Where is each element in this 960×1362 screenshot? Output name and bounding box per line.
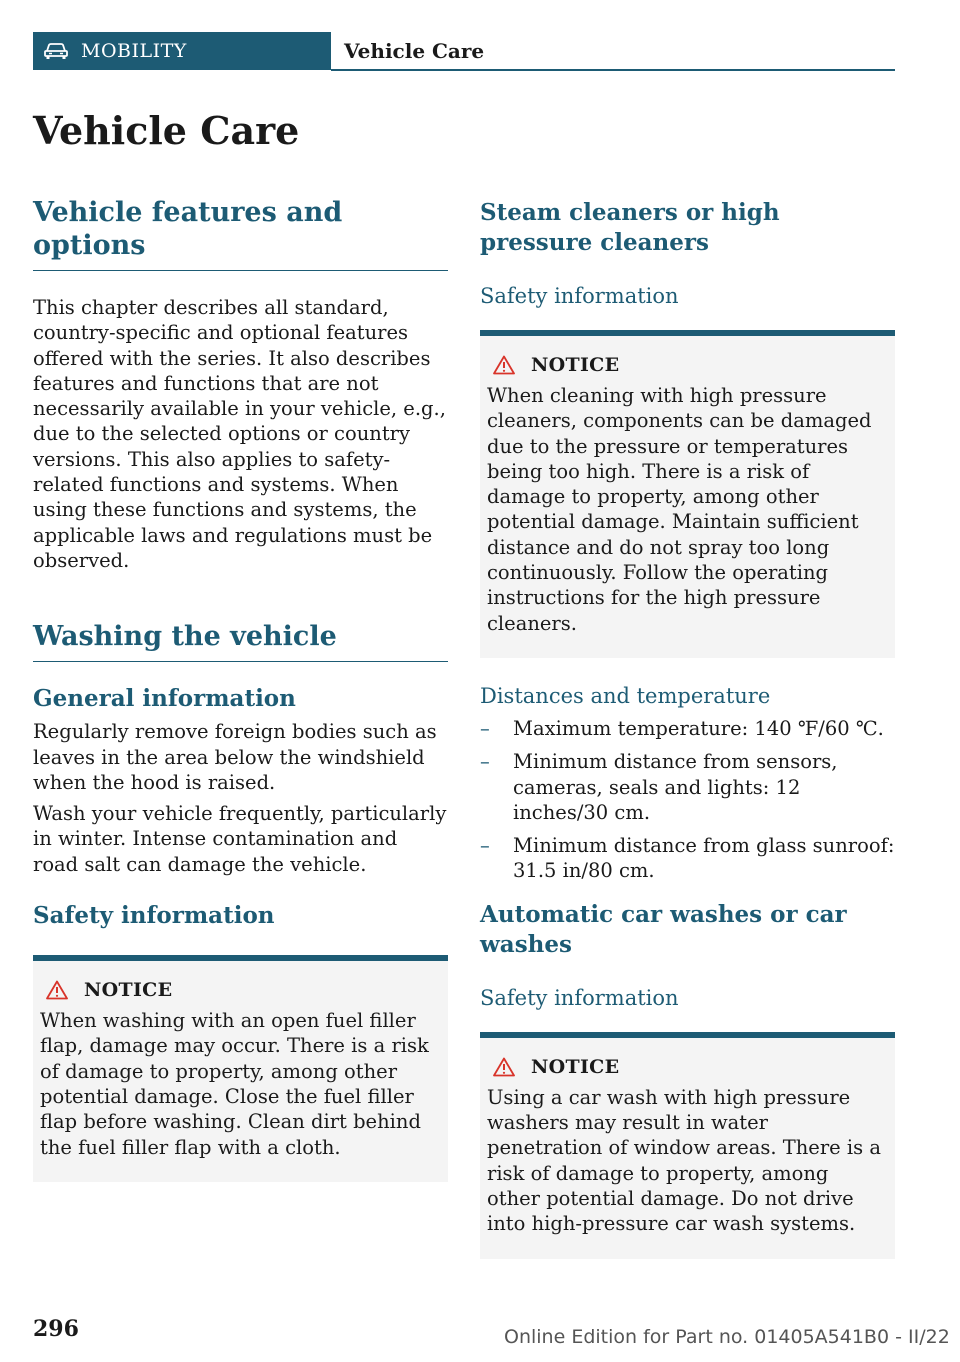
list-item: – Maximum temperature: 140 ℉/60 ℃. (480, 716, 895, 741)
left-column (33, 196, 448, 1182)
general-paragraph-2: Wash your vehicle frequently, particularly in winter. Intense contamination and road salt can damage the vehicle. (33, 802, 447, 876)
notice-header (487, 354, 887, 376)
notice-header (487, 1056, 887, 1078)
notice-text: When washing with an open fuel filler flap, damage may occur. There is a risk of damage to property, among other potential damage. Close the fuel filler flap before washing. Clean dirt behind the fuel filler flap with a cloth. (40, 1009, 429, 1159)
distances-list (480, 716, 895, 884)
washing-heading: Washing the vehicle (33, 621, 337, 653)
notice-text: When cleaning with high pressure cleaners, components can be damaged due to the pressure or temperatures being too high. There is a risk of damage to property, among other potential damage. Maintain sufficient distance and do not spray too long continuously. Follow the operating instructions for the high pressure cleaners. (487, 384, 872, 635)
carwash-heading: Automatic car washes or car washes (480, 900, 847, 958)
section-label: MOBILITY (81, 40, 187, 62)
right-column (480, 196, 895, 1259)
warning-icon (493, 1057, 515, 1077)
safety-heading: Safety information (33, 902, 275, 930)
header-page-title: Vehicle Care (344, 39, 485, 63)
notice-box (33, 955, 448, 1182)
heading-rule (33, 661, 448, 662)
general-paragraph-1: Regularly remove foreign bodies such as leaves in the area below the windshield when the hood is raised. (33, 720, 437, 794)
distances-heading: Distances and temperature (480, 683, 771, 708)
page-number: 296 (33, 1316, 79, 1342)
section-tab (33, 32, 331, 70)
general-heading: General information (33, 685, 296, 713)
page-title: Vehicle Care (33, 108, 300, 153)
notice-label: NOTICE (531, 354, 620, 376)
header-rule (331, 69, 895, 71)
car-icon (43, 41, 71, 61)
warning-icon (46, 980, 68, 1000)
edition-footer: Online Edition for Part no. 01405A541B0 - II/22 (504, 1326, 950, 1348)
notice-text: Using a car wash with high pressure washers may result in water penetration of window areas. There is a risk of damage to property, among other potential damage. Do not drive into high-pressure car wash systems. (487, 1085, 881, 1236)
notice-label: NOTICE (531, 1055, 620, 1078)
features-heading: Vehicle features and options (33, 197, 343, 261)
page-header (33, 32, 895, 72)
notice-header (40, 979, 440, 1001)
steam-heading: Steam cleaners or high pressure cleaners (480, 199, 780, 256)
list-item: – Minimum distance from glass sunroof: 31.5 in/80 cm. (480, 833, 895, 884)
notice-label: NOTICE (84, 979, 173, 1002)
safety-heading: Safety information (480, 985, 679, 1010)
safety-heading: Safety information (480, 284, 679, 308)
features-text: This chapter describes all standard, country-specific and optional features offered with the series. It also describes features and functions that are not necessarily available in your vehicle, e.g., due to the selected options or country versions. This also applies to safety-related functions and systems. When using these functions and systems, the applicable laws and regulations must be observed. (33, 296, 446, 572)
list-item: – Minimum distance from sensors, cameras, seals and lights: 12 inches/30 cm. (480, 749, 895, 825)
heading-rule (33, 270, 448, 271)
notice-box (480, 330, 895, 658)
warning-icon (493, 355, 515, 375)
notice-box (480, 1032, 895, 1259)
